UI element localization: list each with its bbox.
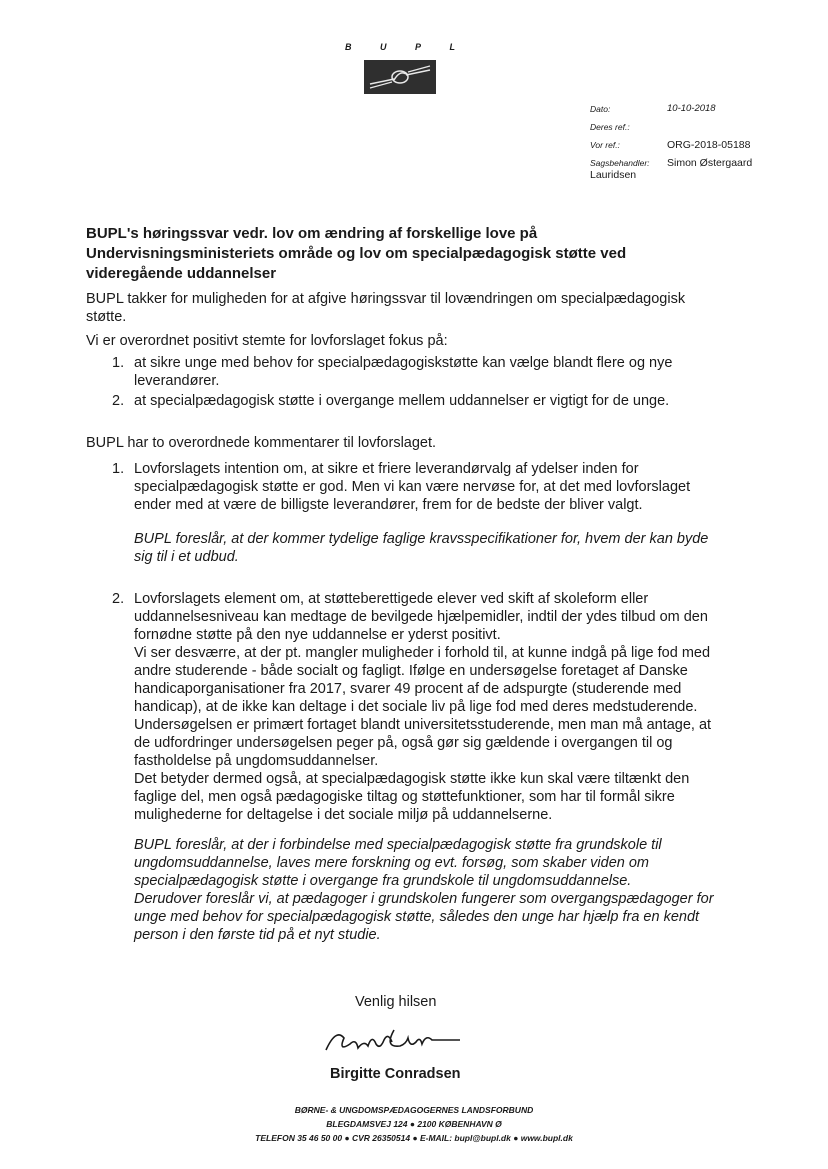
support-paragraph: Vi er overordnet positivt stemte for lovforslaget fokus på: xyxy=(86,333,448,349)
bupl-logo-icon xyxy=(364,60,436,94)
signer-name: Birgitte Conradsen xyxy=(330,1066,461,1082)
list-text: Lovforslagets intention om, at sikre et friere leverandørvalg af ydelser inden for specialpædagogisk støtte er god. Men vi kan være nervøse for, at det med lovforslaget ender med at være de billigste leverandører, frem for de bedste der bliver valgt. xyxy=(134,461,691,513)
list-number: 2. xyxy=(112,591,125,607)
meta-row-our-ref xyxy=(590,136,790,154)
meta-row-your-ref xyxy=(590,118,790,136)
list-item xyxy=(112,392,712,410)
comment-item xyxy=(112,460,712,514)
footer-address: BLEGDAMSVEJ 124 ● 2100 KØBENHAVN Ø xyxy=(326,1119,502,1129)
meta-label: Dato: xyxy=(590,104,611,114)
logo-letter: L xyxy=(449,42,455,52)
meta-value: 10-10-2018 xyxy=(667,103,716,114)
proposal-text xyxy=(134,836,724,944)
comments-intro: BUPL har to overordnede kommentarer til lovforslaget. xyxy=(86,435,437,451)
intro-paragraph: BUPL takker for muligheden for at afgive høringssvar til lovændringen om specialpædagogisk støtte. xyxy=(86,291,686,325)
proposal-text: BUPL foreslår, at der kommer tydelige faglige kravsspecifikationer for, hvem der kan byde sig til i et udbud. xyxy=(134,531,709,565)
meta-value: Simon Østergaard xyxy=(667,157,753,169)
comment-item xyxy=(112,590,712,824)
footer-org: BØRNE- & UNGDOMSPÆDAGOGERNES LANDSFORBUND xyxy=(294,1105,534,1115)
comment-text-b: Vi ser desværre, at der pt. mangler muligheder i forhold til, at kunne indgå på lige fod med andre studerende - både socialt og fagligt. Ifølge en undersøgelse foretaget af Danske handicaporganisationer fra 2017, svarer 49 procent af de adspurgte (studerende med handicap), at de ikke kan deltage i det sociale liv på lige fod med deres medstuderende. Undersøgelsen er primært fortaget blandt universitetsstuderende, men man må antage, at de udfordringer undersøgelsen peger på, også gør sig gældende i overgangen til og fastholdelse på ungdomsuddannelser. xyxy=(134,645,712,769)
list-number: 1. xyxy=(112,461,125,477)
signature-icon xyxy=(322,1020,462,1060)
meta-label: Vor ref.: xyxy=(590,140,620,150)
document-title: BUPL's høringssvar vedr. lov om ændring af forskellige love på Undervisningsministeriets område og lov om specialpædagogisk støtte ved videregående uddannelser xyxy=(86,225,627,282)
comment-text-a: Lovforslagets element om, at støtteberettigede elever ved skift af skoleform eller uddannelsesniveau kan medtage de bevilgede hjælpemidler, indtil der ydes tilbud om den fornødne støtte på den nye uddannelse er yderst positivt. xyxy=(134,591,708,643)
list-item xyxy=(112,354,712,390)
logo-letter: B xyxy=(345,42,352,52)
list-text: at sikre unge med behov for specialpædagogiskstøtte kan vælge blandt flere og nye leverandører. xyxy=(134,355,673,389)
proposal-text-b: Derudover foreslår vi, at pædagoger i grundskolen fungerer som overgangspædagoger for unge med behov for specialpædagogisk støtte, således den unge har hjælp fra en kendt person i den første tid på et nyt studie. xyxy=(134,891,714,943)
meta-continuation: Lauridsen xyxy=(590,169,637,181)
footer-contact: TELEFON 35 46 50 00 ● CVR 26350514 ● E-MAIL: bupl@bupl.dk ● www.bupl.dk xyxy=(255,1133,573,1143)
comment-text-c: Det betyder dermed også, at specialpædagogisk støtte ikke kun skal være tiltænkt den faglige del, men også pædagogiske tiltag og støttefunktioner, som har til formål sikre mulighederne for deltagelse i det sociale miljø på uddannelserne. xyxy=(134,771,690,823)
list-number: 1. xyxy=(112,355,125,371)
list-text xyxy=(134,590,712,824)
meta-label: Sagsbehandler: xyxy=(590,158,650,168)
logo-letters xyxy=(345,42,455,52)
proposal-text-a: BUPL foreslår, at der i forbindelse med specialpædagogisk støtte fra grundskole til ungdomsuddannelse, laves mere forskning og evt. forsøg, som skaber viden om specialpædagogisk støtte i overgange fra grundskole til ungdomsuddannelse. xyxy=(134,837,662,889)
logo-letter: P xyxy=(414,42,421,52)
list-text: at specialpædagogisk støtte i overgange mellem uddannelser er vigtigt for de unge. xyxy=(134,393,670,409)
closing-salutation: Venlig hilsen xyxy=(355,994,437,1010)
meta-row-date xyxy=(590,100,790,118)
meta-label: Deres ref.: xyxy=(590,122,630,132)
list-number: 2. xyxy=(112,393,125,409)
logo-letter: U xyxy=(379,42,387,52)
reference-block xyxy=(590,100,790,182)
meta-value: ORG-2018-05188 xyxy=(667,139,751,151)
